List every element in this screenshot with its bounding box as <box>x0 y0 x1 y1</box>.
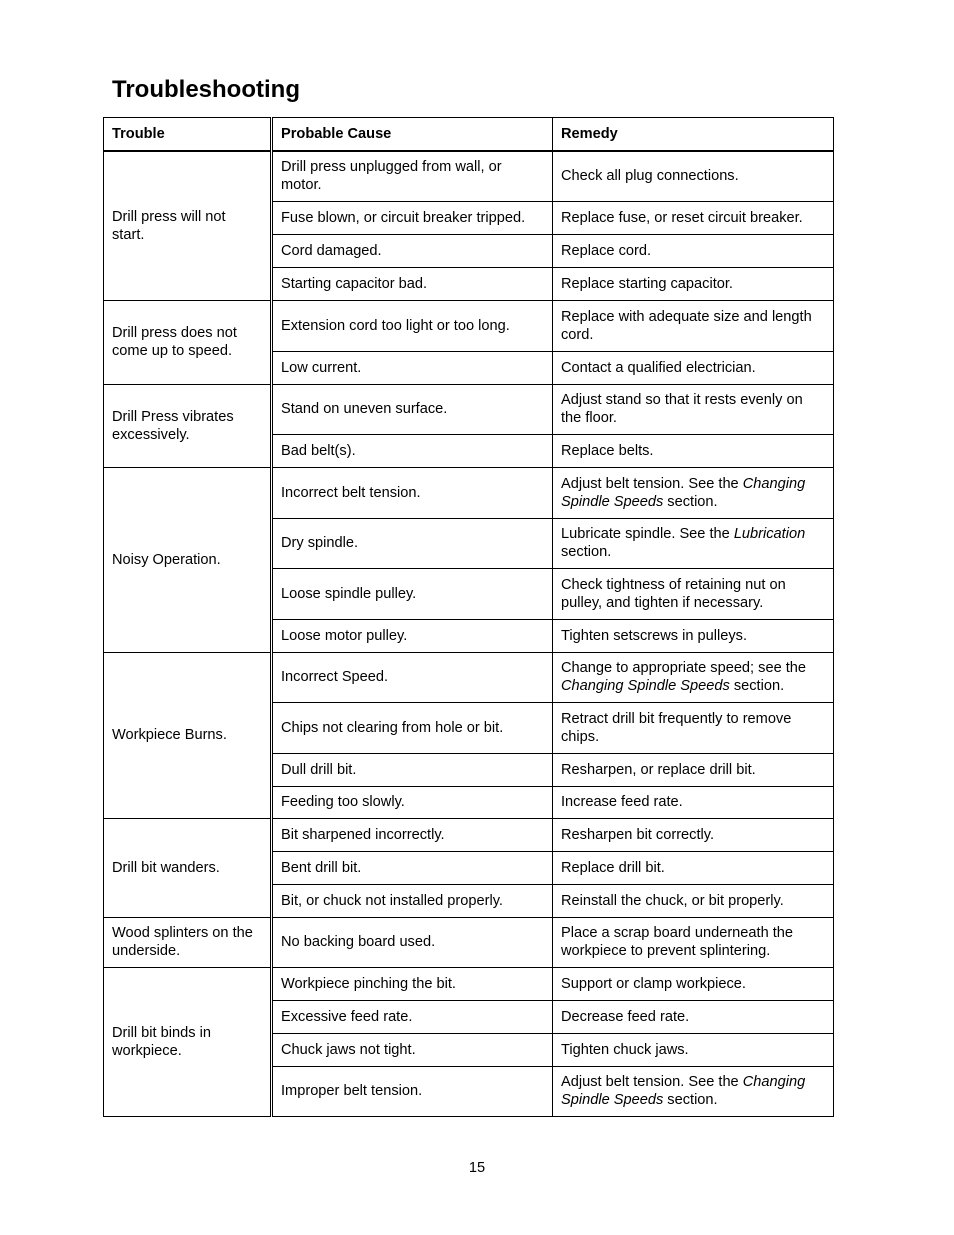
remedy-cell <box>553 1000 834 1033</box>
remedy-cell <box>553 753 834 786</box>
remedy-text: Retract drill bit frequently to remove chips. <box>561 710 792 745</box>
probable-cause-cell: Dry spindle. <box>272 518 553 568</box>
page-title: Troubleshooting <box>112 76 300 103</box>
probable-cause-cell: Low current. <box>272 351 553 384</box>
remedy-cell <box>553 384 834 434</box>
remedy-text: Tighten setscrews in pulleys. <box>561 627 748 644</box>
trouble-cell: Drill Press vibrates excessively. <box>104 384 272 467</box>
table-row <box>104 818 834 851</box>
remedy-cell <box>553 818 834 851</box>
remedy-cell <box>553 702 834 753</box>
remedy-text: Check tightness of retaining nut on pulley, and tighten if necessary. <box>561 576 786 611</box>
remedy-text: Adjust stand so that it rests evenly on the floor. <box>561 392 803 426</box>
remedy-cell <box>553 201 834 234</box>
remedy-cell <box>553 652 834 702</box>
probable-cause-cell: Chips not clearing from hole or bit. <box>272 702 553 753</box>
remedy-cell <box>553 568 834 619</box>
remedy-cell <box>553 619 834 652</box>
remedy-text: Resharpen, or replace drill bit. <box>561 761 756 778</box>
probable-cause-cell: No backing board used. <box>272 917 553 967</box>
remedy-text: Tighten chuck jaws. <box>561 1041 689 1058</box>
troubleshooting-table <box>103 117 834 1117</box>
remedy-cell <box>553 467 834 518</box>
trouble-cell: Drill press will not start. <box>104 151 272 300</box>
trouble-cell: Wood splinters on the underside. <box>104 917 272 967</box>
remedy-text: Replace fuse, or reset circuit breaker. <box>561 209 803 226</box>
remedy-cell <box>553 1066 834 1116</box>
header-probable-cause: Probable Cause <box>272 118 553 152</box>
remedy-cell <box>553 234 834 267</box>
remedy-cell <box>553 884 834 917</box>
probable-cause-cell: Feeding too slowly. <box>272 786 553 818</box>
trouble-cell: Drill bit binds in workpiece. <box>104 967 272 1116</box>
probable-cause-cell: Starting capacitor bad. <box>272 267 553 300</box>
probable-cause-cell: Bent drill bit. <box>272 851 553 884</box>
remedy-cell <box>553 300 834 351</box>
probable-cause-cell: Improper belt tension. <box>272 1066 553 1116</box>
probable-cause-cell: Workpiece pinching the bit. <box>272 967 553 1000</box>
header-remedy: Remedy <box>553 118 834 152</box>
remedy-cell <box>553 1033 834 1066</box>
probable-cause-cell: Bad belt(s). <box>272 434 553 467</box>
header-trouble: Trouble <box>104 118 272 152</box>
remedy-cell <box>553 434 834 467</box>
table-header-row <box>104 118 834 152</box>
remedy-cell <box>553 351 834 384</box>
trouble-cell: Workpiece Burns. <box>104 652 272 818</box>
table-row <box>104 652 834 702</box>
probable-cause-cell: Incorrect Speed. <box>272 652 553 702</box>
table-row <box>104 384 834 434</box>
remedy-text: Replace starting capacitor. <box>561 275 733 292</box>
remedy-text: section. <box>663 1092 718 1108</box>
probable-cause-cell: Loose motor pulley. <box>272 619 553 652</box>
remedy-cell <box>553 267 834 300</box>
table-row <box>104 917 834 967</box>
probable-cause-cell: Bit, or chuck not installed properly. <box>272 884 553 917</box>
remedy-text: Decrease feed rate. <box>561 1008 690 1025</box>
remedy-section-reference: Changing Spindle Speeds <box>561 678 730 694</box>
remedy-text: Place a scrap board underneath the workpiece to prevent splintering. <box>561 925 794 959</box>
probable-cause-cell: Excessive feed rate. <box>272 1000 553 1033</box>
remedy-text: section. <box>561 544 612 560</box>
remedy-section-reference: Changing Spindle Speeds <box>561 1074 806 1108</box>
remedy-text: Support or clamp workpiece. <box>561 975 746 992</box>
remedy-section-reference: Lubrication <box>733 526 806 542</box>
probable-cause-cell: Drill press unplugged from wall, or motor. <box>272 151 553 201</box>
trouble-cell: Noisy Operation. <box>104 467 272 652</box>
remedy-cell <box>553 518 834 568</box>
probable-cause-cell: Chuck jaws not tight. <box>272 1033 553 1066</box>
remedy-text: Adjust belt tension. See the <box>561 475 743 492</box>
probable-cause-cell: Cord damaged. <box>272 234 553 267</box>
remedy-text: Replace belts. <box>561 442 654 459</box>
table-row <box>104 300 834 351</box>
remedy-text: Adjust belt tension. See the <box>561 1074 743 1090</box>
page-number: 15 <box>468 1160 486 1176</box>
remedy-text: Replace drill bit. <box>561 859 665 876</box>
table-body <box>104 151 834 1116</box>
remedy-text: Change to appropriate speed; see the <box>561 660 807 676</box>
probable-cause-cell: Bit sharpened incorrectly. <box>272 818 553 851</box>
probable-cause-cell: Stand on uneven surface. <box>272 384 553 434</box>
probable-cause-cell: Fuse blown, or circuit breaker tripped. <box>272 201 553 234</box>
remedy-section-reference: Changing Spindle Speeds <box>561 475 806 510</box>
probable-cause-cell: Dull drill bit. <box>272 753 553 786</box>
probable-cause-cell: Incorrect belt tension. <box>272 467 553 518</box>
table-row <box>104 467 834 518</box>
remedy-text: Replace with adequate size and length cord. <box>561 308 812 343</box>
remedy-cell <box>553 151 834 201</box>
remedy-text: Increase feed rate. <box>561 794 683 810</box>
remedy-text: section. <box>663 493 718 510</box>
remedy-text: Check all plug connections. <box>561 168 739 185</box>
probable-cause-cell: Loose spindle pulley. <box>272 568 553 619</box>
table-row <box>104 967 834 1000</box>
remedy-text: Lubricate spindle. See the <box>561 526 734 542</box>
remedy-text: Reinstall the chuck, or bit properly. <box>561 892 784 909</box>
table-row <box>104 151 834 201</box>
remedy-text: Contact a qualified electrician. <box>561 359 756 376</box>
remedy-text: Resharpen bit correctly. <box>561 826 715 843</box>
remedy-text: Replace cord. <box>561 242 652 259</box>
trouble-cell: Drill press does not come up to speed. <box>104 300 272 384</box>
remedy-cell <box>553 786 834 818</box>
trouble-cell: Drill bit wanders. <box>104 818 272 917</box>
remedy-text: section. <box>729 678 785 694</box>
remedy-cell <box>553 967 834 1000</box>
remedy-cell <box>553 917 834 967</box>
remedy-cell <box>553 851 834 884</box>
probable-cause-cell: Extension cord too light or too long. <box>272 300 553 351</box>
